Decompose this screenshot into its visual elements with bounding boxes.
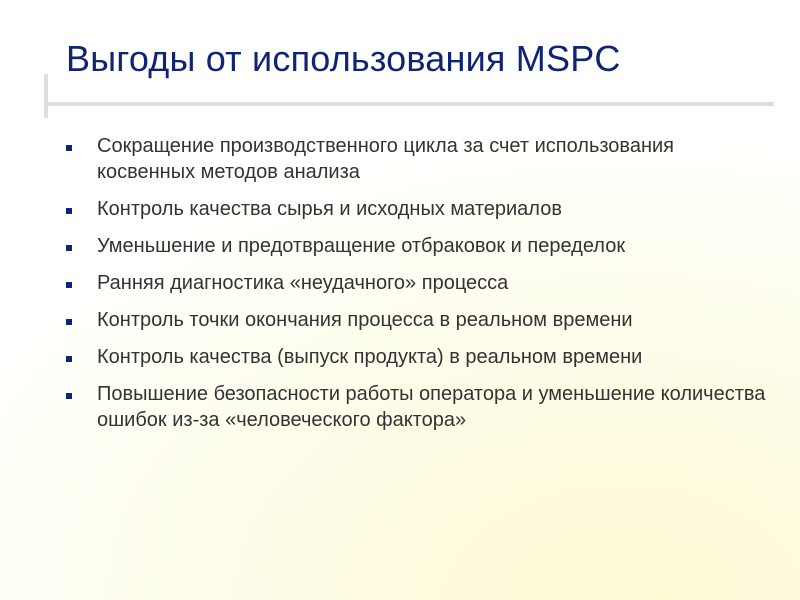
bullet-item-quality-release [66,344,766,370]
title-vertical-rule [44,74,48,118]
bullet-item-cycle-reduction [66,133,766,185]
bullet-text: Уменьшение и предотвращение отбраковок и переделок [97,235,626,257]
bullet-text: Контроль точки окончания процесса в реальном времени [97,309,633,331]
bullet-item-endpoint-control [66,307,766,333]
square-bullet-icon [66,282,72,288]
square-bullet-icon [66,393,72,399]
square-bullet-icon [66,356,72,362]
bullet-item-reject-prevention [66,233,766,259]
slide-title: Выгоды от использования MSPC [66,38,621,79]
bullet-item-operator-safety [66,381,766,433]
bullet-text: Ранняя диагностика «неудачного» процесса [97,272,509,294]
bullet-list [66,133,766,444]
bullet-text: Сокращение производственного цикла за счет использования косвенных методов анализа [97,135,675,183]
square-bullet-icon [66,245,72,251]
square-bullet-icon [66,319,72,325]
bullet-text: Повышение безопасности работы оператора и уменьшение количества ошибок из-за «человеческого фактора» [97,383,766,431]
bullet-item-raw-material-control [66,196,766,222]
bullet-text: Контроль качества сырья и исходных материалов [97,198,562,220]
bullet-text: Контроль качества (выпуск продукта) в реальном времени [97,346,643,368]
bullet-item-early-diagnostics [66,270,766,296]
title-horizontal-rule [44,102,774,106]
square-bullet-icon [66,208,72,214]
square-bullet-icon [66,145,72,151]
